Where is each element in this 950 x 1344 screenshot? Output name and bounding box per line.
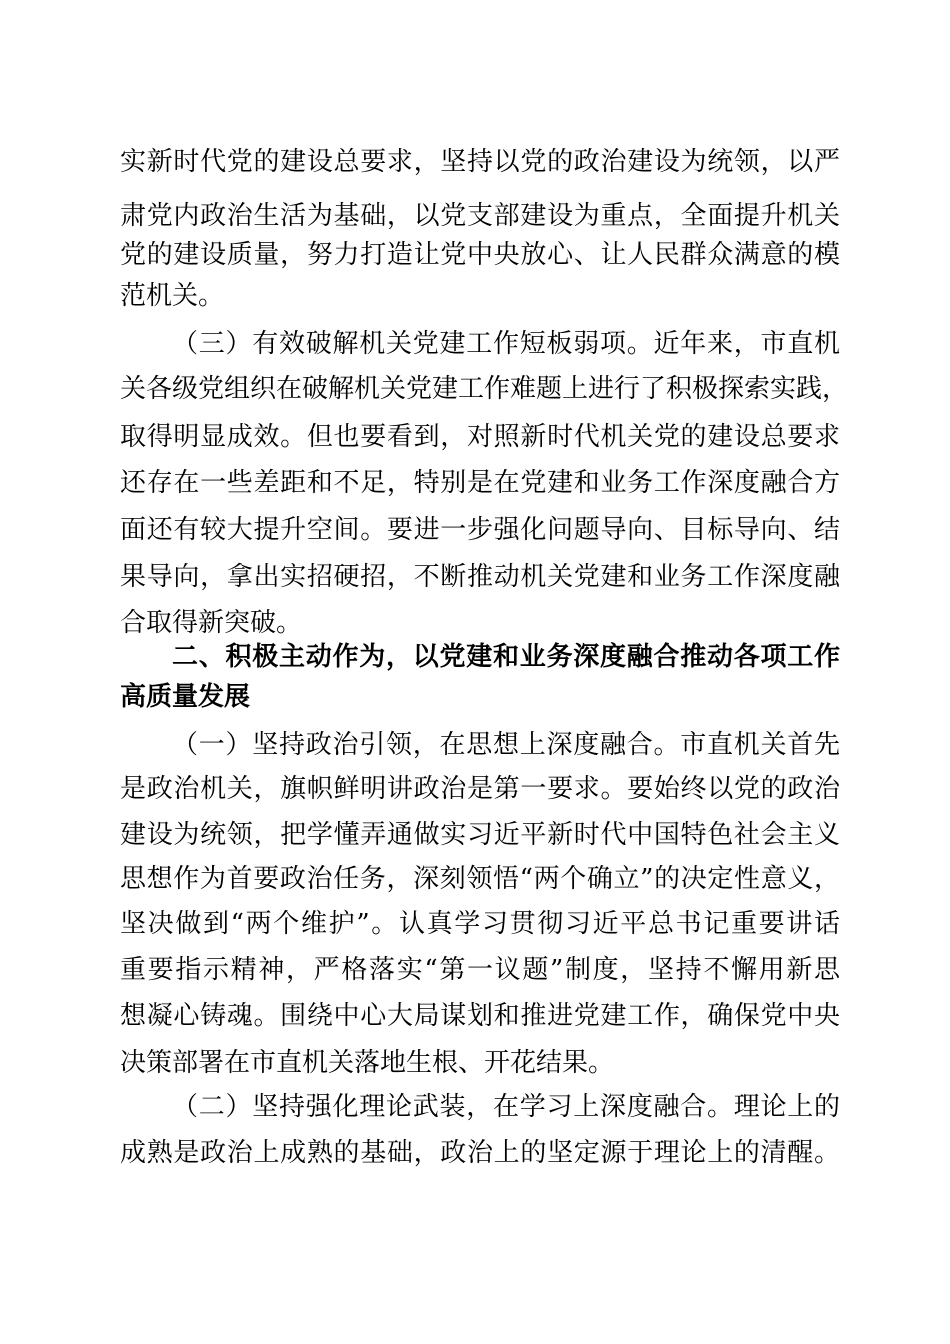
section-2-heading-continued: 高质量发展 bbox=[120, 682, 251, 712]
body-line: 成熟是政治上成熟的基础，政治上的坚定源于理论上的清醒。 bbox=[120, 1138, 840, 1168]
section-3-heading-line: （三）有效破解机关党建工作短板弱项。近年来，市直机 bbox=[172, 329, 840, 359]
body-line: 肃党内政治生活为基础，以党支部建设为重点，全面提升机关 bbox=[120, 201, 840, 231]
subsection-2-heading-line: （二）坚持强化理论武装，在学习上深度融合。理论上的 bbox=[172, 1092, 840, 1122]
section-2-heading: 二、积极主动作为，以党建和业务深度融合推动各项工作 bbox=[172, 642, 840, 672]
body-line: 是政治机关，旗帜鲜明讲政治是第一要求。要始终以党的政治 bbox=[120, 774, 840, 804]
body-line: 决策部署在市直机关落地生根、开花结果。 bbox=[120, 1048, 615, 1078]
body-line: 面还有较大提升空间。要进一步强化问题导向、目标导向、结 bbox=[120, 515, 840, 545]
body-line: 范机关。 bbox=[120, 281, 225, 311]
body-line: 取得明显成效。但也要看到，对照新时代机关党的建设总要求 bbox=[120, 422, 840, 452]
body-line: 党的建设质量，努力打造让党中央放心、让人民群众满意的模 bbox=[120, 240, 840, 270]
body-line: 建设为统领，把学懂弄通做实习近平新时代中国特色社会主义 bbox=[120, 820, 840, 850]
body-line: 坚决做到“两个维护”。认真学习贯彻习近平总书记重要讲话 bbox=[120, 909, 840, 939]
body-line: 还存在一些差距和不足，特别是在党建和业务工作深度融合方 bbox=[120, 468, 840, 498]
body-line: 思想作为首要政治任务，深刻领悟“两个确立”的决定性意义， bbox=[120, 864, 840, 894]
body-line: 果导向，拿出实招硬招，不断推动机关党建和业务工作深度融 bbox=[120, 562, 840, 592]
subsection-1-heading-line: （一）坚持政治引领，在思想上深度融合。市直机关首先 bbox=[172, 730, 840, 760]
body-line: 实新时代党的建设总要求，坚持以党的政治建设为统领，以严 bbox=[120, 147, 840, 177]
body-line: 关各级党组织在破解机关党建工作难题上进行了积极探索实践， bbox=[120, 374, 849, 404]
body-line: 合取得新突破。 bbox=[120, 608, 303, 638]
body-line: 重要指示精神，严格落实“第一议题”制度，坚持不懈用新思 bbox=[120, 955, 840, 985]
body-line: 想凝心铸魂。围绕中心大局谋划和推进党建工作，确保党中央 bbox=[120, 1001, 840, 1031]
